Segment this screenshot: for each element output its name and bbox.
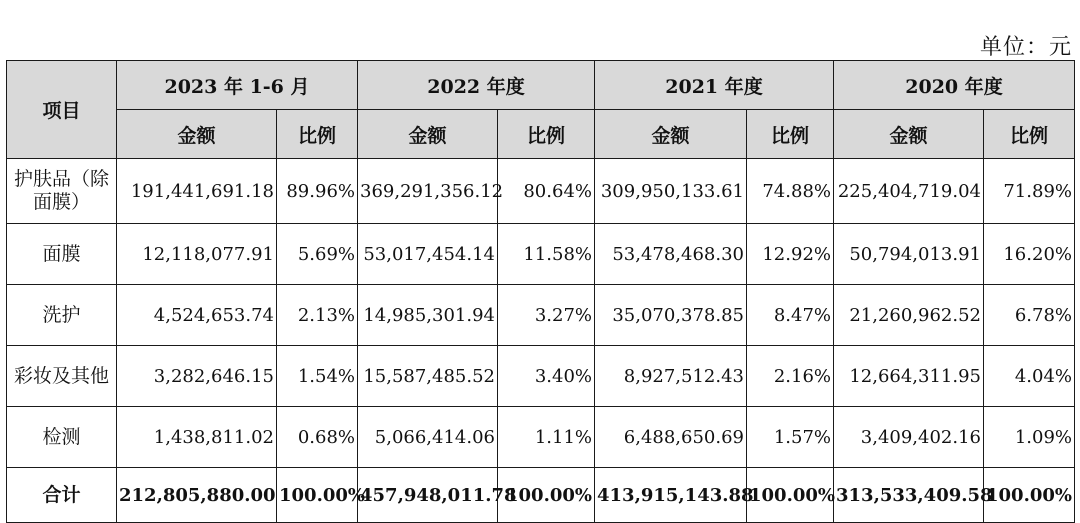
- cell-ratio: 71.89%: [984, 159, 1075, 224]
- cell-ratio: 100.00%: [498, 468, 595, 523]
- cell-amount: 50,794,013.91: [834, 224, 984, 285]
- cell-ratio: 100.00%: [984, 468, 1075, 523]
- cell-ratio: 4.04%: [984, 346, 1075, 407]
- table-row: [7, 159, 1075, 224]
- header-amount: 金额: [834, 110, 984, 159]
- cell-amount: 4,524,653.74: [117, 285, 277, 346]
- cell-ratio: 2.16%: [747, 346, 834, 407]
- header-ratio: 比例: [984, 110, 1075, 159]
- cell-ratio: 74.88%: [747, 159, 834, 224]
- cell-amount: 53,017,454.14: [358, 224, 498, 285]
- cell-amount: 413,915,143.88: [595, 468, 747, 523]
- header-item: 项目: [7, 61, 117, 159]
- row-category: 检测: [7, 407, 117, 468]
- row-category: 合计: [7, 468, 117, 523]
- cell-ratio: 2.13%: [277, 285, 358, 346]
- cell-amount: 35,070,378.85: [595, 285, 747, 346]
- row-category: 彩妆及其他: [7, 346, 117, 407]
- header-row-periods: [7, 61, 1075, 110]
- cell-ratio: 80.64%: [498, 159, 595, 224]
- cell-amount: 3,409,402.16: [834, 407, 984, 468]
- cell-amount: 1,438,811.02: [117, 407, 277, 468]
- cell-ratio: 89.96%: [277, 159, 358, 224]
- header-period: 2023 年 1-6 月: [117, 61, 358, 110]
- header-period: 2021 年度: [595, 61, 834, 110]
- header-row-metrics: [7, 110, 1075, 159]
- cell-ratio: 3.40%: [498, 346, 595, 407]
- table-row: [7, 407, 1075, 468]
- cell-ratio: 11.58%: [498, 224, 595, 285]
- revenue-table: [6, 60, 1075, 523]
- cell-amount: 8,927,512.43: [595, 346, 747, 407]
- cell-ratio: 1.11%: [498, 407, 595, 468]
- cell-amount: 12,118,077.91: [117, 224, 277, 285]
- total-row: [7, 468, 1075, 523]
- row-category: 面膜: [7, 224, 117, 285]
- cell-ratio: 0.68%: [277, 407, 358, 468]
- header-ratio: 比例: [747, 110, 834, 159]
- cell-ratio: 1.09%: [984, 407, 1075, 468]
- header-amount: 金额: [117, 110, 277, 159]
- cell-amount: 5,066,414.06: [358, 407, 498, 468]
- cell-amount: 212,805,880.00: [117, 468, 277, 523]
- cell-amount: 14,985,301.94: [358, 285, 498, 346]
- cell-ratio: 6.78%: [984, 285, 1075, 346]
- table-row: [7, 346, 1075, 407]
- cell-amount: 225,404,719.04: [834, 159, 984, 224]
- cell-ratio: 100.00%: [747, 468, 834, 523]
- cell-ratio: 3.27%: [498, 285, 595, 346]
- row-category: 护肤品（除面膜）: [7, 159, 117, 224]
- cell-amount: 15,587,485.52: [358, 346, 498, 407]
- header-period: 2022 年度: [358, 61, 595, 110]
- cell-amount: 457,948,011.78: [358, 468, 498, 523]
- cell-ratio: 12.92%: [747, 224, 834, 285]
- cell-ratio: 16.20%: [984, 224, 1075, 285]
- unit-label: 单位：元: [979, 35, 1072, 60]
- header-amount: 金额: [358, 110, 498, 159]
- cell-amount: 191,441,691.18: [117, 159, 277, 224]
- cell-amount: 53,478,468.30: [595, 224, 747, 285]
- table-row: [7, 285, 1075, 346]
- cell-ratio: 5.69%: [277, 224, 358, 285]
- cell-amount: 3,282,646.15: [117, 346, 277, 407]
- header-amount: 金额: [595, 110, 747, 159]
- cell-amount: 309,950,133.61: [595, 159, 747, 224]
- header-ratio: 比例: [498, 110, 595, 159]
- cell-ratio: 1.57%: [747, 407, 834, 468]
- header-period: 2020 年度: [834, 61, 1075, 110]
- header-ratio: 比例: [277, 110, 358, 159]
- cell-amount: 369,291,356.12: [358, 159, 498, 224]
- cell-ratio: 1.54%: [277, 346, 358, 407]
- cell-amount: 313,533,409.58: [834, 468, 984, 523]
- table-row: [7, 224, 1075, 285]
- cell-amount: 12,664,311.95: [834, 346, 984, 407]
- row-category: 洗护: [7, 285, 117, 346]
- cell-amount: 21,260,962.52: [834, 285, 984, 346]
- cell-ratio: 8.47%: [747, 285, 834, 346]
- cell-ratio: 100.00%: [277, 468, 358, 523]
- cell-amount: 6,488,650.69: [595, 407, 747, 468]
